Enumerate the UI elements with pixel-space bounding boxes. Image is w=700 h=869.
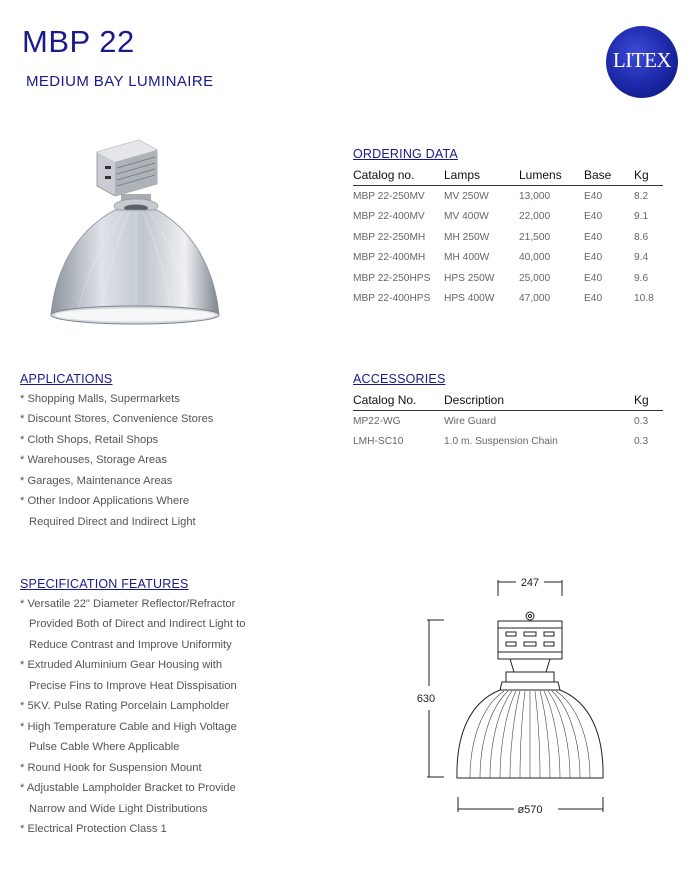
col-lumens: Lumens bbox=[519, 165, 584, 186]
cell: 21,500 bbox=[519, 231, 551, 243]
cell: MV 250W bbox=[444, 190, 489, 202]
page-title: MBP 22 bbox=[22, 24, 135, 59]
list-item: * Discount Stores, Convenience Stores bbox=[20, 413, 214, 425]
col-catalog: Catalog no. bbox=[353, 165, 444, 186]
list-item: * Cloth Shops, Retail Shops bbox=[20, 434, 159, 446]
col-base: Base bbox=[584, 165, 634, 186]
list-item: * Garages, Maintenance Areas bbox=[20, 475, 173, 487]
page-subtitle: MEDIUM BAY LUMINAIRE bbox=[26, 73, 214, 90]
col-description: Description bbox=[444, 390, 634, 411]
cell: MBP 22-250MH bbox=[353, 231, 426, 243]
cell: 8.6 bbox=[634, 231, 649, 243]
cell: MV 400W bbox=[444, 211, 489, 223]
table-row bbox=[353, 207, 663, 228]
list-item: Narrow and Wide Light Distributions bbox=[29, 803, 208, 815]
cell: 8.2 bbox=[634, 190, 649, 202]
accessories-header-row bbox=[353, 390, 663, 411]
cell: 9.1 bbox=[634, 211, 649, 223]
list-item: * Shopping Malls, Supermarkets bbox=[20, 393, 180, 405]
cell: E40 bbox=[584, 293, 603, 305]
table-row bbox=[353, 411, 663, 432]
list-item: Reduce Contrast and Improve Uniformity bbox=[29, 639, 232, 651]
list-item: * 5KV. Pulse Rating Porcelain Lampholder bbox=[20, 700, 230, 712]
table-row bbox=[353, 248, 663, 269]
cell: 9.4 bbox=[634, 252, 649, 264]
accessories-heading: ACCESSORIES bbox=[353, 372, 446, 386]
list-item: Required Direct and Indirect Light bbox=[29, 516, 196, 528]
col-catalog: Catalog No. bbox=[353, 390, 444, 411]
table-row bbox=[353, 268, 663, 289]
ordering-data-heading: ORDERING DATA bbox=[353, 147, 458, 161]
list-item: * Warehouses, Storage Areas bbox=[20, 454, 167, 466]
cell: MH 400W bbox=[444, 252, 490, 264]
list-item: * Versatile 22" Diameter Reflector/Refractor bbox=[20, 598, 236, 610]
cell: E40 bbox=[584, 231, 603, 243]
cell: E40 bbox=[584, 252, 603, 264]
dimension-drawing bbox=[410, 574, 620, 820]
accessories-table bbox=[353, 390, 663, 452]
list-item: * Other Indoor Applications Where bbox=[20, 495, 190, 507]
litex-logo bbox=[606, 26, 678, 98]
cell: E40 bbox=[584, 211, 603, 223]
cell: 0.3 bbox=[634, 415, 649, 427]
list-item: * Electrical Protection Class 1 bbox=[20, 823, 167, 835]
cell: 0.3 bbox=[634, 436, 649, 448]
dim-diameter: ø570 bbox=[517, 804, 543, 816]
logo-text: LITEX bbox=[612, 48, 672, 72]
cell: 13,000 bbox=[519, 190, 551, 202]
list-item: * Extruded Aluminium Gear Housing with bbox=[20, 659, 223, 671]
cell: MBP 22-250MV bbox=[353, 190, 425, 202]
table-row bbox=[353, 289, 663, 310]
cell: E40 bbox=[584, 272, 603, 284]
table-row bbox=[353, 227, 663, 248]
cell: MBP 22-250HPS bbox=[353, 272, 431, 284]
cell: MBP 22-400MV bbox=[353, 211, 425, 223]
list-item: * High Temperature Cable and High Voltage bbox=[20, 721, 237, 733]
cell: 40,000 bbox=[519, 252, 551, 264]
list-item: Pulse Cable Where Applicable bbox=[29, 741, 180, 753]
cell: 10.8 bbox=[634, 293, 654, 305]
table-row bbox=[353, 432, 663, 453]
list-item: Precise Fins to Improve Heat Disspisation bbox=[29, 680, 237, 692]
cell: 47,000 bbox=[519, 293, 551, 305]
cell: MP22-WG bbox=[353, 415, 401, 427]
list-item: * Adjustable Lampholder Bracket to Provide bbox=[20, 782, 236, 794]
ordering-header-row bbox=[353, 165, 663, 186]
cell: 22,000 bbox=[519, 211, 551, 223]
dim-height: 630 bbox=[416, 693, 436, 705]
list-item: Provided Both of Direct and Indirect Light to bbox=[29, 618, 246, 630]
col-lamps: Lamps bbox=[444, 165, 519, 186]
cell: 9.6 bbox=[634, 272, 649, 284]
cell: MH 250W bbox=[444, 231, 490, 243]
cell: 25,000 bbox=[519, 272, 551, 284]
applications-heading: APPLICATIONS bbox=[20, 372, 113, 386]
col-kg: Kg bbox=[634, 165, 663, 186]
col-kg: Kg bbox=[634, 390, 663, 411]
list-item: * Round Hook for Suspension Mount bbox=[20, 762, 202, 774]
cell: 1.0 m. Suspension Chain bbox=[444, 436, 558, 448]
cell: E40 bbox=[584, 190, 603, 202]
cell: HPS 250W bbox=[444, 272, 495, 284]
cell: MBP 22-400HPS bbox=[353, 293, 431, 305]
luminaire-photo bbox=[45, 138, 225, 330]
cell: LMH-SC10 bbox=[353, 436, 404, 448]
specification-heading: SPECIFICATION FEATURES bbox=[20, 577, 189, 591]
dim-width-top: 247 bbox=[520, 577, 540, 589]
table-row bbox=[353, 186, 663, 207]
cell: HPS 400W bbox=[444, 293, 495, 305]
cell: Wire Guard bbox=[444, 415, 497, 427]
cell: MBP 22-400MH bbox=[353, 252, 426, 264]
ordering-table bbox=[353, 165, 663, 309]
